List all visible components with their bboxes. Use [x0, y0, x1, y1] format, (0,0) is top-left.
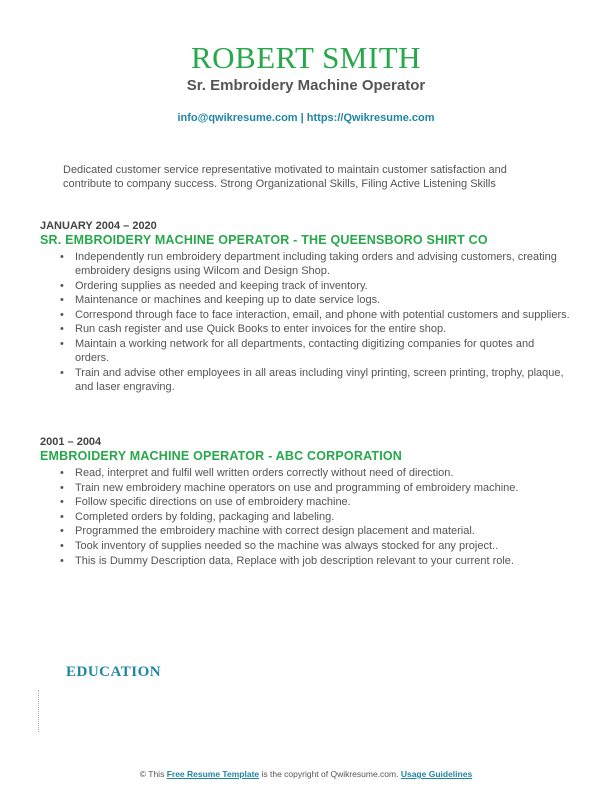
job-bullet: • Took inventory of supplies needed so the machine was always stocked for any project.. — [75, 539, 570, 553]
candidate-title: Sr. Embroidery Machine Operator — [186, 77, 426, 94]
section-dotted-divider — [38, 690, 39, 732]
job-bullet: • Correspond through face to face interaction, email, and phone with potential customers and suppliers. — [75, 308, 570, 322]
summary-paragraph: Dedicated customer service representative motivated to maintain customer satisfaction and contribute to company success. Strong Organizational Skills, Filing Active Listening Skills — [63, 164, 507, 190]
job-bullet: • Maintenance or machines and keeping up to date service logs. — [75, 293, 570, 307]
job-bullet: • Completed orders by folding, packaging and labeling. — [75, 510, 570, 524]
usage-guidelines-link[interactable]: Usage Guidelines — [400, 769, 473, 779]
footer-prefix: © This — [139, 769, 167, 779]
job-bullet: • Maintain a working network for all departments, contacting digitizing companies for quotes and orders. — [75, 337, 570, 365]
experience-entry — [40, 220, 570, 394]
job-bullet: • Independently run embroidery department including taking orders and advising customers, creating embroidery designs using Wilcom and Design Shop. — [75, 250, 570, 278]
job-dates: 2001 – 2004 — [40, 436, 102, 448]
job-bullet: • This is Dummy Description data, Replace with job description relevant to your current role. — [75, 554, 570, 568]
email-link[interactable]: info@qwikresume.com — [177, 112, 298, 124]
job-title: SR. EMBROIDERY MACHINE OPERATOR - THE QUEENSBORO SHIRT CO — [40, 233, 488, 247]
copyright-footer — [0, 769, 612, 780]
experience-entry — [40, 436, 570, 568]
job-bullet: • Ordering supplies as needed and keeping track of inventory. — [75, 279, 570, 293]
candidate-name: ROBERT SMITH — [190, 40, 422, 75]
website-link[interactable]: https://Qwikresume.com — [306, 112, 435, 124]
job-bullet: • Train and advise other employees in all areas including vinyl printing, screen printing, trophy, plaque, and laser engraving. — [75, 366, 570, 394]
free-resume-template-link[interactable]: Free Resume Template — [166, 769, 260, 779]
job-dates: JANUARY 2004 – 2020 — [40, 220, 157, 232]
job-bullet-list — [40, 466, 570, 568]
job-bullet: • Train new embroidery machine operators on use and programming of embroidery machine. — [75, 481, 570, 495]
job-bullet: • Run cash register and use Quick Books to enter invoices for the entire shop. — [75, 322, 570, 336]
contact-line — [0, 111, 612, 125]
job-bullet: • Follow specific directions on use of embroidery machine. — [75, 495, 570, 509]
job-bullet: • Programmed the embroidery machine with correct design placement and material. — [75, 524, 570, 538]
contact-separator: | — [297, 112, 307, 124]
job-title: EMBROIDERY MACHINE OPERATOR - ABC CORPORATION — [40, 449, 403, 463]
education-heading: EDUCATION — [66, 664, 162, 680]
job-bullet-list — [40, 250, 570, 394]
footer-middle: is the copyright of Qwikresume.com. — [259, 769, 401, 779]
job-bullet: • Read, interpret and fulfil well written orders correctly without need of direction. — [75, 466, 570, 480]
